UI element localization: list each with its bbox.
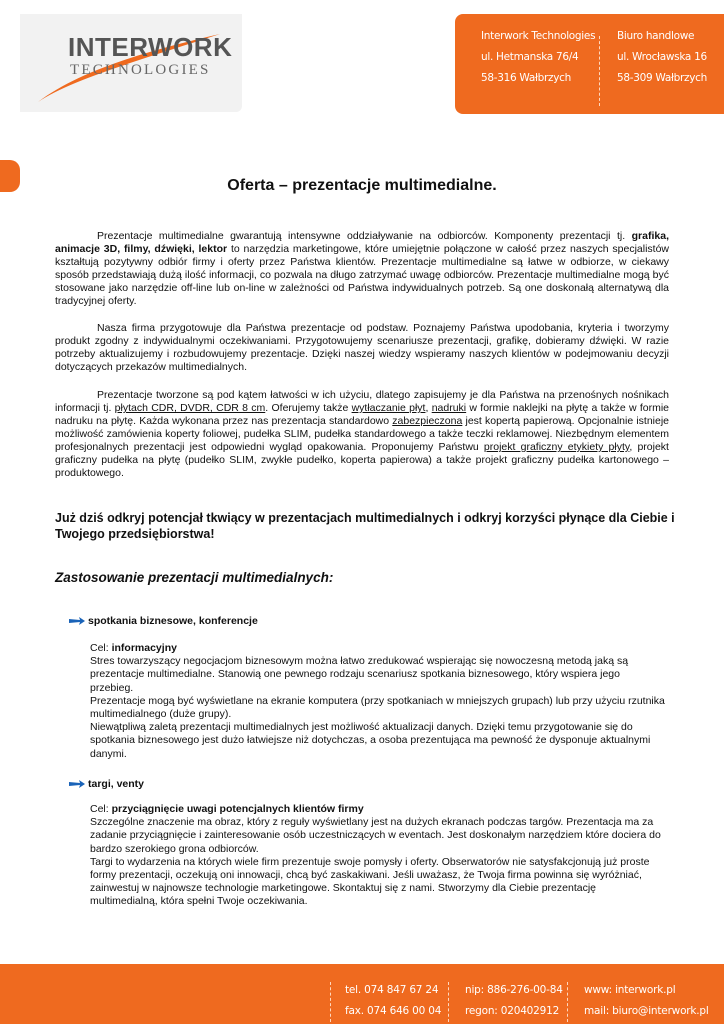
footer-web-col xyxy=(584,980,709,1022)
p1-text-c: to narzędzia marketingowe, które umiejętnie połączone w całość przez naszych specjalistów kształtują pozytywny odbiór firmy i oferty przez Państwa klientów. Prezentacje multimedialne są łatwe w odbiorze, w ciekawy sposób przedstawiają dużą ilość informacji, co pozwala na długo zatrzymać uwagę odbiorców. Prezentacje multimedialne mogą być stosowane jako narzędzie off-line lub on-line w zależności od Państwa indywidualnych potrzeb. Są one doskonałą alternatywą dla tradycyjnej oferty. xyxy=(55,243,670,307)
header-office-city: 58-309 Wałbrzych xyxy=(617,72,707,84)
link-cd-media[interactable]: płytach CDR, DVDR, CDR 8 cm xyxy=(114,402,266,414)
p3-text-b: . Oferujemy także xyxy=(265,402,352,414)
paragraph-intro xyxy=(55,230,669,308)
meetings-text-2: Prezentacje mogą być wyświetlane na ekranie komputera (przy spotkaniach w mniejszych grupach) lub przy użyciu rzutnika multimedialnego (duże grupy). xyxy=(90,694,665,721)
p3-text-c: , xyxy=(425,402,432,414)
section-fairs-body xyxy=(90,803,666,909)
p3-text-e: jest kopertą papierową. Opcjonalnie istnieje możliwość zamówienia koperty foliowej, pudełka SLIM, pudełka standardowego a także teczki reklamowej. Niezbędnym elementem profesjonalnych prezentacji jest odpowiedni wygląd opakowania. Proponujemy Państwu xyxy=(55,415,670,453)
goal-label: Cel: xyxy=(90,642,112,654)
goal-line xyxy=(90,642,666,655)
fairs-text-2: Targi to wydarzenia na których wiele firm prezentuje swoje pomysły i oferty. Obserwatorów nie satysfakcjonują już proste formy prezentacji, oczekują oni innowacji, chcą być zaskakiwani. Jeśli uważasz, że Twoja firma powinna się wyróżniać, zainwestuj w najnowsze technologie marketingowe. Skontaktuj się z nami. Stworzymy dla Ciebie prezentację multimedialną, która spełni Twoje oczekiwania. xyxy=(90,855,650,908)
p3-text-a: Prezentacje tworzone są pod kątem łatwości w ich użyciu, dlatego zapisujemy je dla Państwa na przenośnych nośnikach informacji tj. xyxy=(55,389,669,414)
footer-divider xyxy=(330,982,331,1022)
header-address-office xyxy=(617,26,707,89)
header-street: ul. Hetmanska 76/4 xyxy=(481,51,579,63)
p1-text-a: Prezentacje multimedialne gwarantują intensywne oddziaływanie na odbiorców. Komponenty prezentacji tj. xyxy=(97,230,632,242)
headline: Już dziś odkryj potencjał tkwiący w prezentacjach multimedialnych i odkryj korzyści płynące dla Ciebie i Twojego przedsiębiorstwa! xyxy=(55,511,675,541)
link-secured[interactable]: zabezpieczona xyxy=(392,415,463,427)
footer-divider xyxy=(448,982,449,1022)
page-title: Oferta – prezentacje multimedialne. xyxy=(227,177,497,194)
bullet-fairs xyxy=(69,778,144,790)
goal-value: informacyjny xyxy=(111,642,177,654)
arrow-bullet-icon xyxy=(69,617,85,625)
goal-value: przyciągnięcie uwagi potencjalnych klientów firmy xyxy=(111,803,364,815)
paragraph-media xyxy=(55,389,669,480)
logo-wordmark: INTERWORK xyxy=(68,32,233,62)
paragraph-process xyxy=(55,322,669,374)
bullet-meetings-label: spotkania biznesowe, konferencje xyxy=(88,615,258,627)
meetings-text-3: Niewątpliwą zaletą prezentacji multimedialnych jest możliwość aktualizacji danych. Dzięki temu przygotowanie się do spotkania biznesowego jest dużo łatwiejsze niż dotychczas, a osoba prezentująca ma pewność że dysponuje aktualnymi danymi. xyxy=(90,721,651,760)
header-office-street: ul. Wrocławska 16 xyxy=(617,51,707,63)
goal-label: Cel: xyxy=(90,803,112,815)
footer-tel: tel. 074 847 67 24 xyxy=(345,984,439,996)
p1-components: grafika, animacje 3D, filmy, dźwięki, lektor xyxy=(55,230,669,255)
header-address-main xyxy=(481,26,595,89)
header-company-name: Interwork Technologies xyxy=(481,30,596,42)
footer-nip: nip: 886-276-00-84 xyxy=(465,984,563,996)
p3-text-f: , projekt graficzny pudełka na płytę (pudełko SLIM, zwykłe pudełko, koperta papierowa) a także projekt graficzny pudełka kartonowego – produktowego. xyxy=(55,441,669,479)
link-pressing[interactable]: wytłaczanie płyt xyxy=(351,402,426,414)
header-divider xyxy=(599,36,600,106)
footer-www-link[interactable]: www: interwork.pl xyxy=(584,984,676,996)
footer-mail-link[interactable]: mail: biuro@interwork.pl xyxy=(584,1005,709,1017)
link-printing[interactable]: nadruki xyxy=(431,402,467,414)
p3-text-d: w formie naklejki na płytę a także w formie nadruku na płytę. Każda wykonana przez nas prezentacja standardowo xyxy=(55,402,670,427)
meetings-text-1: Stres towarzyszący negocjacjom biznesowym można łatwo zredukować wspierając się nowoczesną metodą jaką są prezentacje multimedialne. Stanowią one pewnego rodzaju scenariusz spotkania biznesowego, który wspiera jego przebieg. xyxy=(90,655,629,694)
logo-subtitle: TECHNOLOGIES xyxy=(70,62,211,78)
footer-divider xyxy=(567,982,568,1022)
arrow-bullet-icon xyxy=(69,780,85,788)
footer-fax: fax. 074 646 00 04 xyxy=(345,1005,442,1017)
section-heading: Zastosowanie prezentacji multimedialnych: xyxy=(55,570,334,585)
p2-text: Nasza firma przygotowuje dla Państwa prezentacje od podstaw. Poznajemy Państwa upodobania, kryteria i tworzymy produkt zgodny z indywidualnymi oczekiwaniami. Przygotowujemy scenariusze prezentacji, grafikę, dobieramy dźwięki. W razie potrzeby aktualizujemy i rozbudowujemy prezentacje. Dzięki naszej wiedzy wspieramy naszych klientów w podejmowaniu decyzji dotyczących przekazów multimedialnych. xyxy=(55,322,669,373)
footer-company-ids xyxy=(465,980,563,1022)
header-office-name: Biuro handlowe xyxy=(617,30,695,42)
footer-phone-col xyxy=(345,980,441,1022)
goal-line xyxy=(90,803,666,816)
fairs-text-1: Szczególne znaczenie ma obraz, który z reguły wyświetlany jest na dużych ekranach podczas targów. Prezentacja ma za zadanie przyciągnięcie i zainteresowanie osób uczestniczących w eventach. Jest doskonałym narzędziem które dociera do bardzo szerokiego grona odbiorców. xyxy=(90,816,661,855)
footer-regon: regon: 020402912 xyxy=(465,1005,560,1017)
bullet-meetings xyxy=(69,615,258,627)
section-meetings-body xyxy=(90,642,666,761)
bullet-fairs-label: targi, venty xyxy=(88,778,145,790)
header-city: 58-316 Wałbrzych xyxy=(481,72,571,84)
link-label-design[interactable]: projekt graficzny etykiety płyty xyxy=(483,441,630,453)
